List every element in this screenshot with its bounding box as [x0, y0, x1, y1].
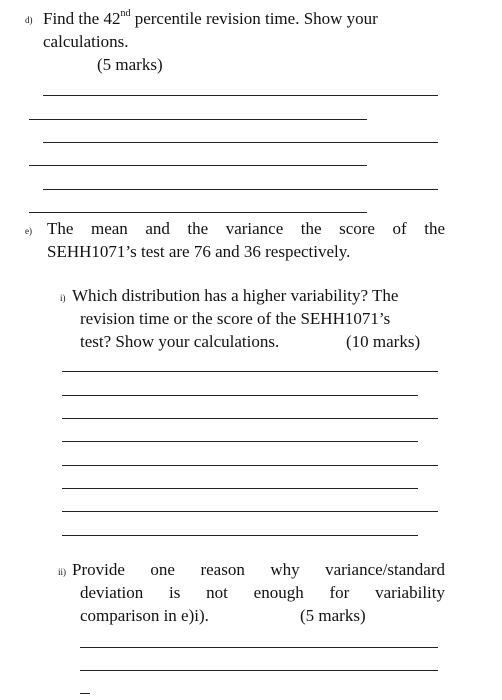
- answer-line: [62, 418, 438, 419]
- part-d-question-line2: calculations.: [43, 32, 129, 51]
- part-e-ii-question-line3: comparison in e)i).: [80, 606, 209, 625]
- answer-line: [62, 488, 418, 489]
- answer-line: [62, 395, 418, 396]
- answer-line: [62, 535, 418, 536]
- part-e-ii-question-line2: deviation is not enough for variability: [80, 583, 445, 602]
- answer-line: [62, 441, 418, 442]
- answer-line: [29, 119, 367, 120]
- part-e-ii-question-line1: Provide one reason why variance/standard: [72, 560, 445, 579]
- answer-line: [29, 165, 367, 166]
- part-e-question-line2: SEHH1071’s test are 76 and 36 respectively.: [47, 242, 351, 261]
- part-e-i-question-line3: test? Show your calculations.: [80, 332, 280, 351]
- part-e-ii-marker: ii): [58, 567, 66, 577]
- part-e-i-marker: i): [60, 293, 66, 303]
- answer-line: [43, 189, 438, 190]
- answer-line: [80, 647, 438, 648]
- part-e-i-question-line2: revision time or the score of the SEHH1071’s: [80, 309, 391, 328]
- answer-line: [43, 95, 438, 96]
- answer-line: [29, 212, 367, 213]
- answer-line: [62, 511, 438, 512]
- part-e-ii-marks: (5 marks): [300, 606, 366, 625]
- part-e-i-marks: (10 marks): [346, 332, 421, 351]
- answer-line: [62, 465, 438, 466]
- answer-line: [62, 371, 438, 372]
- answer-line: [80, 693, 90, 694]
- part-e-i-question-line1: Which distribution has a higher variability? The: [72, 286, 399, 305]
- part-d-marks: (5 marks): [97, 55, 163, 74]
- answer-line: [43, 142, 438, 143]
- answer-line: [80, 670, 438, 671]
- part-e-marker: e): [25, 226, 32, 236]
- ordinal-suffix: nd: [120, 8, 131, 20]
- part-e-question-line1: The mean and the variance the score of the: [47, 219, 445, 238]
- part-d-question-line1: Find the 42nd percentile revision time. Show your: [43, 8, 378, 28]
- part-d-marker: d): [25, 15, 33, 25]
